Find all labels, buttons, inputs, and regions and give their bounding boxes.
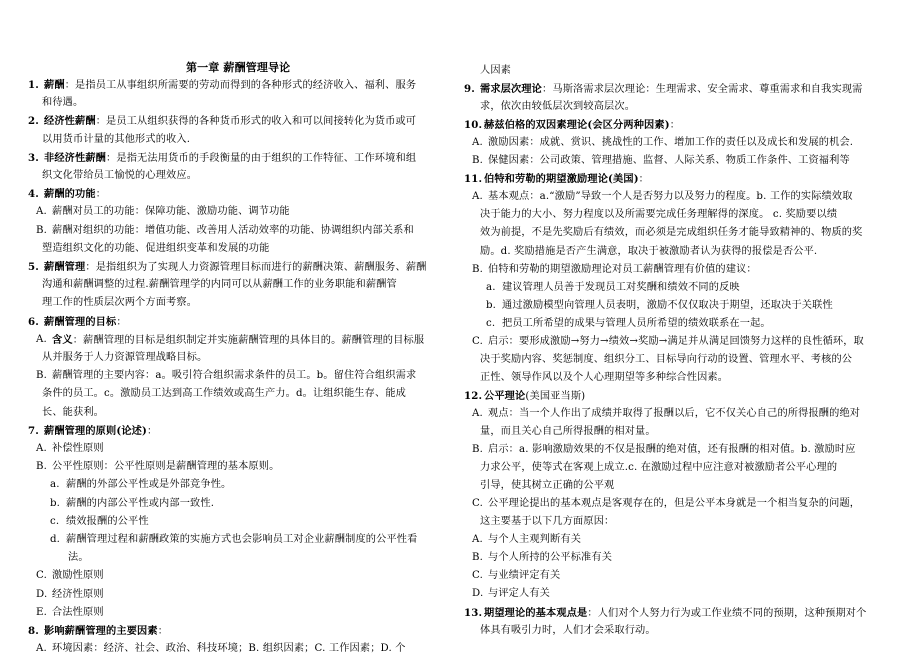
line-number: 3. bbox=[28, 151, 39, 164]
body-text: 长、能获利。 bbox=[42, 406, 105, 418]
line-text bbox=[488, 261, 757, 279]
body-text: ：人们对个人努力行为或工作业绩不同的预期，这种预期对个 bbox=[587, 607, 867, 619]
term-heading: 薪酬管理 bbox=[44, 261, 86, 273]
line-text bbox=[484, 604, 867, 623]
line-text bbox=[68, 549, 89, 567]
body-text: 启示：要形成激励→努力→绩效→奖励→满足并从满足回馈努力这样的良性循环，取 bbox=[488, 335, 864, 347]
body-text: 与评定人有关 bbox=[488, 588, 551, 600]
line-text bbox=[480, 98, 635, 116]
line-number: A. bbox=[472, 534, 483, 546]
body-text: 启示：a. 影响激励效果的不仅是报酬的绝对值，还有报酬的相对值。b. 激励时应 bbox=[488, 444, 856, 456]
line-text bbox=[52, 203, 290, 221]
line-text bbox=[480, 243, 817, 261]
body-text: 薪酬对员工的功能：保障功能、激励功能、调节功能 bbox=[52, 206, 290, 218]
body-text: 通过激励模型向管理人员表明，激励不仅仅取决于期望，还取决于关联性 bbox=[502, 299, 833, 311]
line-text bbox=[480, 80, 863, 99]
line-number: B. bbox=[36, 461, 48, 473]
line-number: B. bbox=[36, 224, 48, 236]
term-heading: 薪酬管理的目标 bbox=[44, 315, 117, 328]
line-number: b. bbox=[486, 299, 497, 311]
body-text: ： bbox=[116, 316, 127, 328]
body-text: 决于奖励内容、奖惩制度、组织分工、目标导向行动的设置、管理水平、考核的公 bbox=[480, 353, 853, 365]
body-text: 观点：当一个人作出了成绩并取得了报酬以后，它不仅关心自己的所得报酬的绝对 bbox=[488, 407, 861, 419]
body-text: 从并服务于人力资源管理战略目标。 bbox=[42, 352, 208, 363]
line-text bbox=[44, 149, 416, 168]
body-text: 建议管理人员善于发现员工对奖酬和绩效不同的反映 bbox=[502, 281, 740, 293]
line-number: 13. bbox=[464, 606, 483, 619]
line-number: B. bbox=[36, 370, 48, 382]
term-heading: 薪酬的功能 bbox=[44, 188, 96, 201]
term-heading: 薪酬 bbox=[44, 79, 65, 91]
line-number: c. bbox=[486, 317, 496, 329]
chapter-title: 第一章 薪酬管理导论 bbox=[186, 61, 291, 74]
line-number: B. bbox=[472, 552, 484, 564]
body-text: 薪酬的外部公平性或是外部竞争性。 bbox=[66, 479, 232, 491]
line-text bbox=[52, 458, 279, 476]
line-number: c. bbox=[50, 515, 60, 527]
line-text bbox=[480, 622, 656, 640]
line-number: D. bbox=[472, 588, 484, 600]
line-text bbox=[488, 188, 853, 206]
line-text bbox=[42, 94, 83, 112]
line-number: B. bbox=[472, 155, 484, 167]
line-text bbox=[42, 294, 197, 312]
body-text: 激励性原则 bbox=[52, 570, 104, 582]
body-text: ： bbox=[157, 626, 169, 637]
line-number: A. bbox=[36, 643, 47, 655]
line-number: 2. bbox=[28, 115, 39, 128]
body-text: 激励因素：成就、赏识、挑战性的工作、增加工作的责任以及成长和发展的机会. bbox=[488, 137, 854, 149]
line-text bbox=[502, 279, 740, 297]
body-text: 法。 bbox=[68, 552, 89, 564]
line-text bbox=[488, 495, 860, 513]
line-number: a. bbox=[50, 479, 60, 491]
line-text bbox=[480, 459, 837, 477]
line-text bbox=[44, 258, 427, 277]
body-text: 补偿性原则 bbox=[52, 443, 104, 454]
line-number: 1. bbox=[28, 79, 39, 91]
line-text bbox=[44, 422, 157, 441]
line-text bbox=[44, 76, 416, 95]
line-text bbox=[44, 185, 106, 204]
term-heading: 伯特和劳勒的期望激励理论(美国) bbox=[484, 173, 639, 186]
line-number: C. bbox=[472, 498, 483, 510]
line-text bbox=[502, 315, 771, 333]
body-text: 和待遇。 bbox=[42, 97, 84, 109]
line-text bbox=[488, 441, 856, 459]
line-number: B. bbox=[472, 263, 484, 275]
line-text bbox=[480, 224, 862, 242]
line-number: 11. bbox=[464, 173, 483, 186]
body-text: 与个人所持的公平标准有关 bbox=[488, 552, 613, 564]
line-text bbox=[66, 495, 214, 513]
line-number: D. bbox=[36, 588, 48, 600]
body-text: 经济性原则 bbox=[52, 588, 104, 600]
line-number: 10. bbox=[464, 119, 483, 132]
body-text: 沟通和薪酬调整的过程.薪酬管理学的内同可以从薪酬工作的业务职能和薪酬管 bbox=[42, 279, 397, 291]
line-number: a. bbox=[486, 281, 496, 293]
line-text bbox=[484, 170, 649, 189]
line-text bbox=[52, 331, 424, 350]
body-text: 塑造组织文化的功能、促进组织变革和发展的功能 bbox=[42, 242, 270, 254]
line-text bbox=[480, 513, 614, 531]
body-text: ：是指无法用货币的手段衡量的由于组织的工作特征、工作环境和组 bbox=[106, 152, 417, 164]
body-text: 环境因素：经济、社会、政治、科技环境；B. 组织因素；C. 工作因素；D. 个 bbox=[52, 643, 406, 655]
line-text bbox=[66, 513, 149, 531]
line-number: d. bbox=[50, 534, 61, 545]
body-text: 薪酬管理过程和薪酬政策的实施方式也会影响员工对企业薪酬制度的公平性看 bbox=[66, 534, 418, 545]
body-text: (美国亚当斯) bbox=[525, 390, 586, 402]
line-number: C. bbox=[472, 570, 483, 582]
term-heading: 含义 bbox=[52, 333, 73, 346]
body-text: 理工作的性质层次两个方面考察。 bbox=[42, 297, 198, 309]
body-text: 人因素 bbox=[480, 65, 512, 76]
body-text: 体具有吸引力时，人们才会采取行动。 bbox=[480, 624, 656, 636]
line-text bbox=[42, 240, 269, 258]
line-text bbox=[52, 222, 414, 240]
line-text bbox=[484, 387, 585, 406]
body-text: ：是指员工从事组织所需要的劳动而得到的各种形式的经济收入、福利、服务 bbox=[64, 80, 417, 91]
body-text: 这主要基于以下几方面原因： bbox=[480, 516, 615, 528]
line-number: 9. bbox=[464, 83, 475, 96]
line-number: A. bbox=[36, 443, 47, 454]
body-text: 公平理论提出的基本观点是客观存在的，但是公平本身就是一个相当复杂的问题， bbox=[488, 498, 861, 510]
line-text bbox=[488, 152, 850, 170]
line-text bbox=[488, 585, 550, 603]
body-text: ：是指组织为了实现人力资源管理目标而进行的薪酬决策、薪酬服务、薪酬 bbox=[85, 262, 427, 273]
body-text: ：薪酬管理的目标是组织制定并实施薪酬管理的具体目的。薪酬管理的目标服 bbox=[72, 334, 425, 346]
line-text bbox=[52, 586, 104, 604]
body-text: 量，而且关心自己所得报酬的相对量。 bbox=[480, 426, 656, 437]
line-text bbox=[480, 62, 511, 80]
line-text bbox=[52, 567, 104, 585]
line-number: A. bbox=[472, 407, 483, 419]
line-text bbox=[488, 531, 581, 549]
line-number: A. bbox=[472, 191, 483, 203]
body-text: ： bbox=[638, 174, 650, 186]
body-text: 薪酬的内部公平性或内部一致性. bbox=[66, 497, 215, 509]
line-text bbox=[66, 476, 231, 494]
line-text bbox=[480, 369, 728, 387]
body-text: 引导，使其树立正确的公平观 bbox=[480, 480, 615, 492]
line-text bbox=[42, 276, 397, 294]
line-number: C. bbox=[36, 570, 47, 582]
line-text bbox=[52, 604, 104, 622]
line-text bbox=[42, 349, 207, 367]
body-text: 合法性原则 bbox=[52, 606, 104, 618]
body-text: 薪酬对组织的功能：增值功能、改善用人活动效率的功能、协调组织内部关系和 bbox=[52, 224, 414, 236]
body-text: 公平性原则：公平性原则是薪酬管理的基本原则。 bbox=[52, 461, 280, 473]
body-text: 薪酬管理的主要内容：a。吸引符合组织需求条件的员工。b。留住符合组织需求 bbox=[52, 370, 417, 382]
body-text: 织文化带给员工愉悦的心理效应。 bbox=[42, 170, 198, 181]
body-text: 绩效报酬的公平性 bbox=[66, 515, 149, 527]
line-number: b. bbox=[50, 497, 61, 509]
line-text bbox=[488, 405, 860, 423]
body-text: 效为前提，不是先奖励后有绩效，而必须是完成组织任务才能导致精神的、物质的奖 bbox=[480, 227, 863, 239]
line-text bbox=[488, 549, 612, 567]
body-text: 与个人主观判断有关 bbox=[488, 534, 582, 546]
line-text bbox=[502, 297, 833, 315]
term-heading: 经济性薪酬 bbox=[44, 115, 96, 128]
line-text bbox=[52, 367, 416, 385]
body-text: ：是员工从组织获得的各种货币形式的收入和可以间接转化为货币或可 bbox=[95, 116, 417, 128]
line-number: A. bbox=[472, 137, 483, 149]
term-heading: 薪酬管理的原则(论述) bbox=[44, 424, 147, 437]
body-text: 决于能力的大小、努力程度以及所需要完成任务理解得的深度。 c. 奖励要以绩 bbox=[480, 209, 838, 221]
term-heading: 需求层次理论 bbox=[480, 83, 543, 96]
term-heading: 公平理论 bbox=[484, 389, 526, 402]
line-number: A. bbox=[36, 206, 47, 218]
line-text bbox=[44, 112, 416, 131]
body-text: 条件的员工。c。激励员工达到高工作绩效或高生产力。d。让组织能生存、能成 bbox=[42, 388, 406, 400]
line-number: 6. bbox=[28, 315, 39, 328]
line-text bbox=[42, 404, 104, 422]
body-text: 正性、领导作风以及个人心理期望等多种综合性因素。 bbox=[480, 371, 729, 383]
body-text: 伯特和劳勒的期望激励理论对员工薪酬管理有价值的建议： bbox=[488, 263, 757, 275]
line-text bbox=[52, 440, 104, 458]
body-text: ： bbox=[146, 425, 158, 437]
line-text bbox=[42, 385, 406, 403]
line-number: A. bbox=[36, 333, 47, 345]
line-text bbox=[480, 351, 852, 369]
line-number: B. bbox=[472, 444, 484, 456]
line-text bbox=[488, 567, 560, 585]
term-heading: 期望理论的基本观点是 bbox=[484, 606, 588, 619]
body-text: 与业绩评定有关 bbox=[488, 570, 561, 582]
line-text bbox=[52, 640, 406, 658]
line-text bbox=[44, 622, 168, 641]
line-text bbox=[44, 313, 127, 332]
line-number: 12. bbox=[464, 389, 483, 402]
line-text bbox=[488, 333, 864, 351]
body-text: ： bbox=[669, 120, 681, 132]
body-text: 基本观点：a.“激励”导致一个人是否努力以及努力的程度。b. 工作的实际绩效取 bbox=[488, 191, 853, 203]
line-number: 5. bbox=[28, 261, 39, 273]
body-text: 力求公平，使等式在客观上成立.c. 在激励过程中应注意对被激励者公平心理的 bbox=[480, 462, 838, 474]
body-text: 励。d. 奖励措施是否产生满意，取决于被激励者认为获得的报偿是否公平. bbox=[480, 245, 818, 257]
body-text: ： bbox=[95, 189, 107, 201]
line-text bbox=[480, 206, 837, 224]
line-text bbox=[484, 116, 680, 135]
term-heading: 影响薪酬管理的主要因素 bbox=[44, 625, 158, 637]
line-text bbox=[66, 531, 417, 549]
body-text: 保健因素：公司政策、管理措施、监督、人际关系、物质工作条件、工资福利等 bbox=[488, 155, 850, 167]
line-text bbox=[480, 477, 614, 495]
line-number: 4. bbox=[28, 188, 39, 201]
line-text bbox=[480, 423, 656, 441]
line-text bbox=[42, 131, 190, 149]
line-number: E. bbox=[36, 606, 47, 618]
body-text: 把员工所希望的成果与管理人员所希望的绩效联系在一起。 bbox=[502, 317, 771, 329]
body-text: ：马斯洛需求层次理论：生理需求、安全需求、尊重需求和自我实现需 bbox=[542, 84, 863, 96]
term-heading: 赫兹伯格的双因素理论(会区分两种因素) bbox=[484, 119, 670, 132]
body-text: 以用货币计量的其他形式的收入. bbox=[42, 133, 191, 145]
term-heading: 非经济性薪酬 bbox=[44, 151, 107, 164]
line-number: 7. bbox=[28, 424, 39, 437]
line-number: C. bbox=[472, 335, 483, 347]
body-text: 求，依次由较低层次到较高层次。 bbox=[480, 101, 636, 113]
line-text bbox=[488, 134, 853, 152]
line-number: 8. bbox=[28, 625, 39, 637]
line-text bbox=[42, 167, 197, 185]
